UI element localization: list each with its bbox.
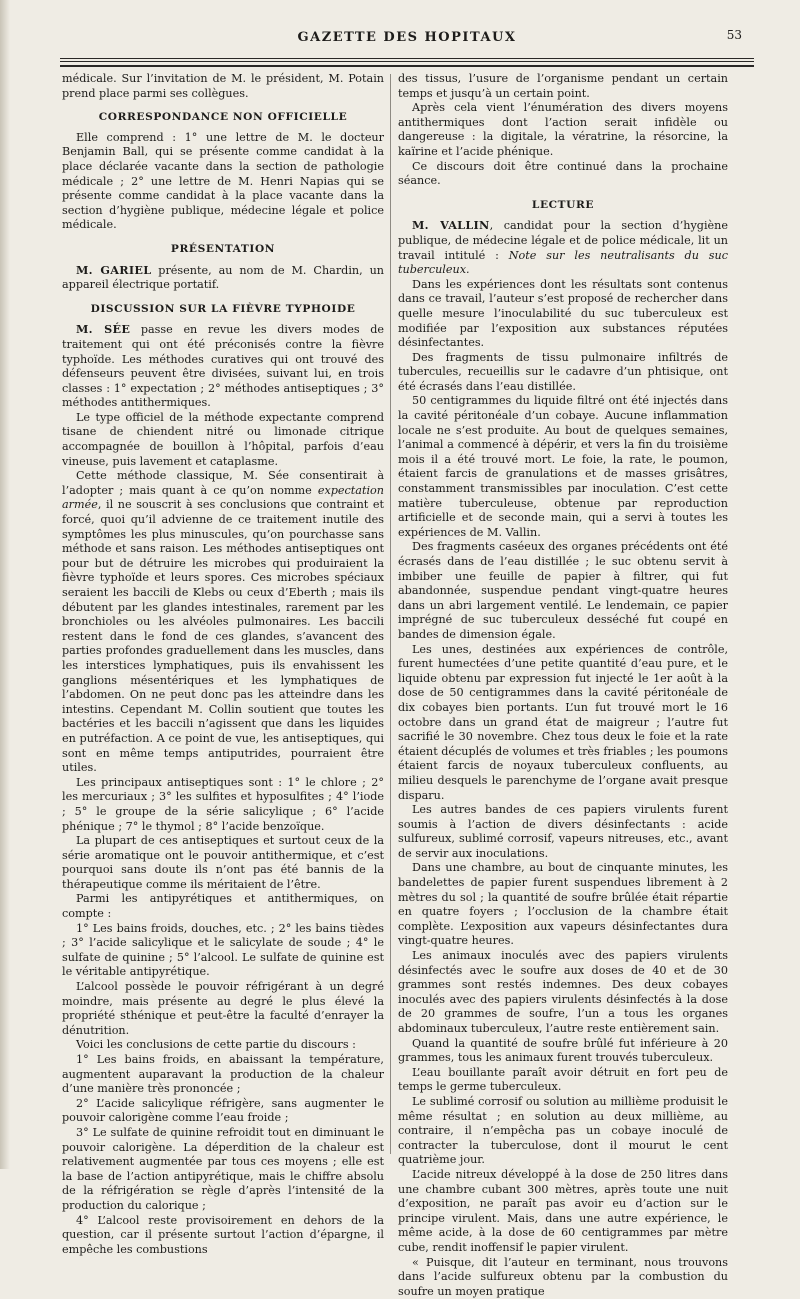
paragraph: Des fragments de tissu pulmonaire infiltrés de tubercules, recueillis sur le cadavre d’un phtisique, ont été écrasés dans l’eau distillée. — [398, 351, 728, 395]
page-edge-shadow — [0, 0, 10, 1169]
column-divider — [390, 74, 391, 1154]
paragraph: Ce discours doit être continué dans la prochaine séance. — [398, 160, 728, 189]
paragraph: Le sublimé corrosif ou solution au millième produisit le même résultat ; en solution au deux millième, au contraire, il n’empêcha pas un cobaye inoculé de contracter la tuberculose, dont il mourut le cent quatrième jour. — [398, 1095, 728, 1168]
section-heading: CORRESPONDANCE NON OFFICIELLE — [62, 110, 384, 125]
speaker-name: M. VALLIN — [412, 218, 490, 232]
italic-term: expectation armée — [62, 484, 384, 512]
paragraph: 1° Les bains froids, en abaissant la température, augmentent auparavant la production de la chaleur d’une manière très prononcée ; — [62, 1053, 384, 1097]
paragraph: Dans une chambre, au bout de cinquante minutes, les bandelettes de papier furent suspendues librement à 2 mètres du sol ; la quantité de soufre brûlée était répartie en quatre foyers ; l’occlusion de la chambre était complète. L’exposition aux vapeurs désinfectantes dura vingt-quatre heures. — [398, 861, 728, 949]
right-column — [398, 72, 728, 1299]
paragraph: 4° L’alcool reste provisoirement en dehors de la question, car il présente surtout l’action d’épargne, il empêche les combustions — [62, 1214, 384, 1258]
paragraph: L’alcool possède le pouvoir réfrigérant à un degré moindre, mais présente au degré le plus élevé la propriété sthénique et peut-être la faculté d’enrayer la dénutrition. — [62, 980, 384, 1038]
section-heading: LECTURE — [398, 198, 728, 213]
paragraph: médicale. Sur l’invitation de M. le président, M. Potain prend place parmi ses collègues. — [62, 72, 384, 101]
paragraph: Dans les expériences dont les résultats sont contenus dans ce travail, l’auteur s’est proposé de rechercher dans quelle mesure l’inoculabilité du suc tuberculeux est modifiée par l’exposition aux substances réputées désinfectantes. — [398, 278, 728, 351]
paragraph-text: , il ne souscrit à ses conclusions que contraint et forcé, quoi qu’il advienne de ce traitement inutile des symptômes les plus minuscules, qu’on pourchasse sans méthode et sans raison. Les méthodes antiseptiques ont pour but de détruire les microbes qui produiraient la fièvre typhoïde et leurs spores. Ces microbes spéciaux seraient les baccili de Klebs ou ceux d’Eberth ; mais ils débutent par les glandes intestinales, rarement par les bronchioles ou les alvéoles pulmonaires. Les baccili restent dans le fond de ces glandes, s’avancent des parties profondes graduellement dans les muscles, dans les interstices lymphatiques, puis ils envahissent les ganglions mésentériques et les lymphatiques de l’abdomen. On ne peut donc pas les atteindre dans les intestins. Cependant M. Collin soutient que toutes les bactéries et les baccili n’agissent que dans les liquides en putréfaction. A ce point de vue, les antiseptiques, qui sont en même temps antiputrides, pourraient être utiles. — [62, 498, 384, 774]
paragraph: Les unes, destinées aux expériences de contrôle, furent humectées d’une petite quantité d’eau pure, et le liquide obtenu par expression fut injecté le 1er août à la dose de 50 centigrammes dans la cavité péritonéale de dix cobayes bien portants. L’un fut trouvé mort le 16 octobre dans un grand état de maigreur ; l’autre fut sacrifié le 30 novembre. Chez tous deux le foie et la rate étaient décuplés de volumes et très friables ; les poumons étaient farcis de noyaux tuberculeux confluents, au milieu desquels le parenchyme de l’organe avait presque disparu. — [398, 643, 728, 804]
paragraph: des tissus, l’usure de l’organisme pendant un certain temps et jusqu’à un certain point. — [398, 72, 728, 101]
header-rule — [60, 58, 754, 59]
page-header — [60, 28, 754, 52]
paragraph — [62, 263, 384, 293]
paragraph-text: présente, au nom de M. Chardin, un appareil électrique portatif. — [62, 264, 384, 292]
header-rule — [60, 61, 754, 62]
paragraph: Quand la quantité de soufre brûlé fut inférieure à 20 grammes, tous les animaux furent trouvés tuberculeux. — [398, 1037, 728, 1066]
paragraph: Parmi les antipyrétiques et antithermiques, on compte : — [62, 892, 384, 921]
paragraph: La plupart de ces antiseptiques et surtout ceux de la série aromatique ont le pouvoir antithermique, et c’est pourquoi sans doute ils n’ont pas été bannis de la thérapeutique comme ils méritaient de l’être. — [62, 834, 384, 892]
paragraph: L’acide nitreux développé à la dose de 250 litres dans une chambre cubant 300 mètres, après toute une nuit d’exposition, ne paraît pas avoir eu d’action sur le principe virulent. Mais, dans une autre expérience, le même acide, à la dose de 60 centigrammes par mètre cube, rendit inoffensif le papier virulent. — [398, 1168, 728, 1256]
paragraph: Des fragments caséeux des organes précédents ont été écrasés dans de l’eau distillée ; le suc obtenu servit à imbiber une feuille de papier à filtrer, qui fut abandonnée, suspendue pendant vingt-quatre heures dans un abri largement ventilé. Le lendemain, ce papier imprégné de suc tuberculeux desséché fut coupé en bandes de dimension égale. — [398, 540, 728, 642]
paragraph: Les animaux inoculés avec des papiers virulents désinfectés avec le soufre aux doses de 40 et de 30 grammes sont restés indemnes. Des deux cobayes inoculés avec des papiers virulents désinfectés à la dose de 20 grammes de soufre, l’un a tous les organes abdominaux tuberculeux, l’autre reste entièrement sain. — [398, 949, 728, 1037]
paragraph: Voici les conclusions de cette partie du discours : — [62, 1038, 384, 1053]
paragraph-text: , candidat pour la section d’hygiène publique, de médecine légale et de police médicale, lit un travail intitulé : — [398, 219, 728, 261]
paragraph: 50 centigrammes du liquide filtré ont été injectés dans la cavité péritonéale d’un cobaye. Aucune inflammation locale ne s’est produite. Au bout de quelques semaines, l’animal a commencé à dépérir, et vers la fin du troisième mois il a été trouvé mort. Le foie, la rate, le poumon, étaient farcis de granulations et de masses grisâtres, constamment transmissibles par inoculation. C’est cette matière tuberculeuse, obtenue par reproduction artificielle et de seconde main, qui a servi à toutes les expériences de M. Vallin. — [398, 394, 728, 540]
paragraph — [62, 469, 384, 775]
speaker-name: M. GARIEL — [76, 263, 151, 277]
running-title: GAZETTE DES HOPITAUX — [60, 30, 754, 45]
paragraph: Elle comprend : 1° une lettre de M. le docteur Benjamin Ball, qui se présente comme candidat à la place déclarée vacante dans la section de pathologie médicale ; 2° une lettre de M. Henri Napias qui se présente comme candidat à la place vacante dans la section d’hygiène publique, médecine légale et police médicale. — [62, 131, 384, 233]
paragraph: L’eau bouillante paraît avoir détruit en fort peu de temps le germe tuberculeux. — [398, 1066, 728, 1095]
paragraph-text: passe en revue les divers modes de traitement qui ont été préconisés contre la fièvre typhoïde. Les méthodes curatives qui ont trouvé des défenseurs peuvent être divisées, suivant lui, en trois classes : 1° expectation ; 2° méthodes antiseptiques ; 3° méthodes antithermiques. — [62, 323, 384, 409]
paragraph: 3° Le sulfate de quinine refroidit tout en diminuant le pouvoir calorigène. La déperdition de la chaleur est relativement augmentée par tous ces moyens ; elle est la base de l’action antipyrétique, mais le chiffre absolu de la réfrigération se règle d’après l’intensité de la production du calorique ; — [62, 1126, 384, 1214]
paragraph — [62, 322, 384, 411]
paragraph-text: Cette méthode classique, M. Sée consentirait à l’adopter ; mais quant à ce qu’on nomme — [62, 469, 384, 497]
section-heading: PRÉSENTATION — [62, 242, 384, 257]
left-column — [62, 72, 384, 1257]
paragraph: 2° L’acide salicylique réfrigère, sans augmenter le pouvoir calorigène comme l’eau froide ; — [62, 1097, 384, 1126]
section-heading: DISCUSSION SUR LA FIÈVRE TYPHOIDE — [62, 302, 384, 317]
speaker-name: M. SÉE — [76, 322, 130, 336]
paragraph: Les principaux antiseptiques sont : 1° le chlore ; 2° les mercuriaux ; 3° les sulfites et hyposulfites ; 4° l’iode ; 5° le groupe de la série salicylique ; 6° l’acide phénique ; 7° le thymol ; 8° l’acide benzoïque. — [62, 776, 384, 834]
paragraph: Le type officiel de la méthode expectante comprend tisane de chiendent nitré ou limonade citrique accompagnée de bouillon à l’hôpital, parfois d’eau vineuse, puis lavement et cataplasme. — [62, 411, 384, 469]
paragraph: « Puisque, dit l’auteur en terminant, nous trouvons dans l’acide sulfureux obtenu par la combustion du soufre un moyen pratique — [398, 1256, 728, 1299]
page-number: 53 — [727, 28, 742, 42]
header-rule-thick — [60, 65, 754, 67]
paragraph: Après cela vient l’énumération des divers moyens antithermiques dont l’action serait infidèle ou dangereuse : la digitale, la vératrine, la résorcine, la kaïrine et l’acide phénique. — [398, 101, 728, 159]
paragraph — [398, 218, 728, 277]
italic-title: Note sur les neutralisants du suc tuberculeux. — [398, 249, 728, 277]
paragraph: 1° Les bains froids, douches, etc. ; 2° les bains tièdes ; 3° l’acide salicylique et le salicylate de soude ; 4° le sulfate de quinine ; 5° l’alcool. Le sulfate de quinine est le véritable antipyrétique. — [62, 922, 384, 980]
paragraph: Les autres bandes de ces papiers virulents furent soumis à l’action de divers désinfectants : acide sulfureux, sublimé corrosif, vapeurs nitreuses, etc., avant de servir aux inoculations. — [398, 803, 728, 861]
